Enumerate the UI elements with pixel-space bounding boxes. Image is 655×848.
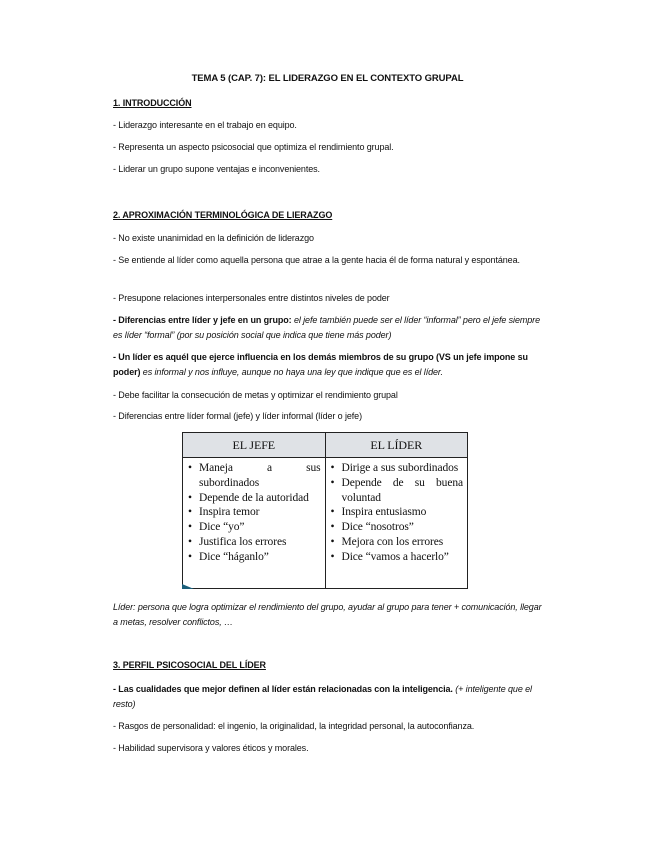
section-1-heading: 1. INTRODUCCIÓN bbox=[113, 98, 192, 108]
para-5-note: es informal y nos influye, aunque no haya una ley que indique que es el líder. bbox=[140, 367, 443, 377]
section-2-para-1: - No existe unanimidad en la definición de liderazgo bbox=[113, 233, 314, 243]
jefe-list bbox=[187, 461, 321, 565]
section-2-para-6: - Debe facilitar la consecución de metas y optimizar el rendimiento grupal bbox=[113, 390, 398, 400]
section-1-item-1: - Liderazgo interesante en el trabajo en equipo. bbox=[113, 120, 297, 130]
document-title: TEMA 5 (CAP. 7): EL LIDERAZGO EN EL CONTEXTO GRUPAL bbox=[191, 73, 464, 84]
table-header-jefe: EL JEFE bbox=[183, 433, 326, 458]
section-3-para-1-lead: - Las cualidades que mejor definen al líder están relacionadas con la inteligencia. bbox=[113, 684, 453, 694]
table-corner-mark bbox=[182, 584, 194, 589]
section-3-para-1 bbox=[113, 682, 543, 712]
list-item: • Dice “vamos a hacerlo” bbox=[342, 550, 464, 565]
list-item: • Dice “yo” bbox=[199, 520, 321, 535]
section-3-para-3: - Habilidad supervisora y valores éticos y morales. bbox=[113, 743, 309, 753]
list-item: • Depende de la autoridad bbox=[199, 491, 321, 506]
para-4-note: el jefe también puede ser el líder “informal” pero el jefe siempre es líder “formal” (por su posición social que indica que tiene más poder) bbox=[113, 315, 540, 340]
para-5-lead: - Un líder es aquél que ejerce influencia en los demás miembros de su grupo (VS un jefe impone su poder) bbox=[113, 352, 528, 377]
section-2-para-4 bbox=[113, 313, 543, 343]
section-3-para-1-note: (+ inteligente que el resto) bbox=[113, 684, 532, 709]
para-4-lead: - Diferencias entre líder y jefe en un grupo: bbox=[113, 315, 292, 325]
comparison-table bbox=[182, 432, 468, 589]
section-1-item-2: - Representa un aspecto psicosocial que optimiza el rendimiento grupal. bbox=[113, 142, 394, 152]
section-2-para-2: - Se entiende al líder como aquella persona que atrae a la gente hacia él de forma natural y espontánea. bbox=[113, 255, 520, 265]
section-1-item-3: - Liderar un grupo supone ventajas e inconvenientes. bbox=[113, 164, 320, 174]
lider-list bbox=[330, 461, 464, 565]
comparison-table-wrapper bbox=[182, 432, 468, 589]
section-2-para-3: - Presupone relaciones interpersonales entre distintos niveles de poder bbox=[113, 293, 390, 303]
table-cell-lider bbox=[325, 458, 468, 589]
section-3-heading: 3. PERFIL PSICOSOCIAL DEL LÍDER bbox=[113, 660, 266, 670]
list-item: • Maneja a sus subordinados bbox=[199, 461, 321, 491]
list-item: • Inspira temor bbox=[199, 505, 321, 520]
table-header-lider: EL LÍDER bbox=[325, 433, 468, 458]
lider-definition: Líder: persona que logra optimizar el rendimiento del grupo, ayudar al grupo para tener + comunicación, llegar a metas, resolver conflictos, … bbox=[113, 602, 542, 627]
section-2-para-5 bbox=[113, 350, 543, 380]
table-cell-jefe bbox=[183, 458, 326, 589]
list-item: • Mejora con los errores bbox=[342, 535, 464, 550]
list-item: • Dice “nosotros” bbox=[342, 520, 464, 535]
list-item: • Inspira entusiasmo bbox=[342, 505, 464, 520]
list-item: • Depende de su buena voluntad bbox=[342, 476, 464, 506]
list-item: • Dirige a sus subordinados bbox=[342, 461, 464, 476]
section-2-para-7: - Diferencias entre líder formal (jefe) y líder informal (líder o jefe) bbox=[113, 411, 362, 421]
section-3-para-2: - Rasgos de personalidad: el ingenio, la originalidad, la integridad personal, la autoconfianza. bbox=[113, 721, 475, 731]
list-item: • Dice “háganlo” bbox=[199, 550, 321, 565]
section-2-heading: 2. APROXIMACIÓN TERMINOLÓGICA DE LIERAZGO bbox=[113, 210, 333, 220]
list-item: • Justifica los errores bbox=[199, 535, 321, 550]
